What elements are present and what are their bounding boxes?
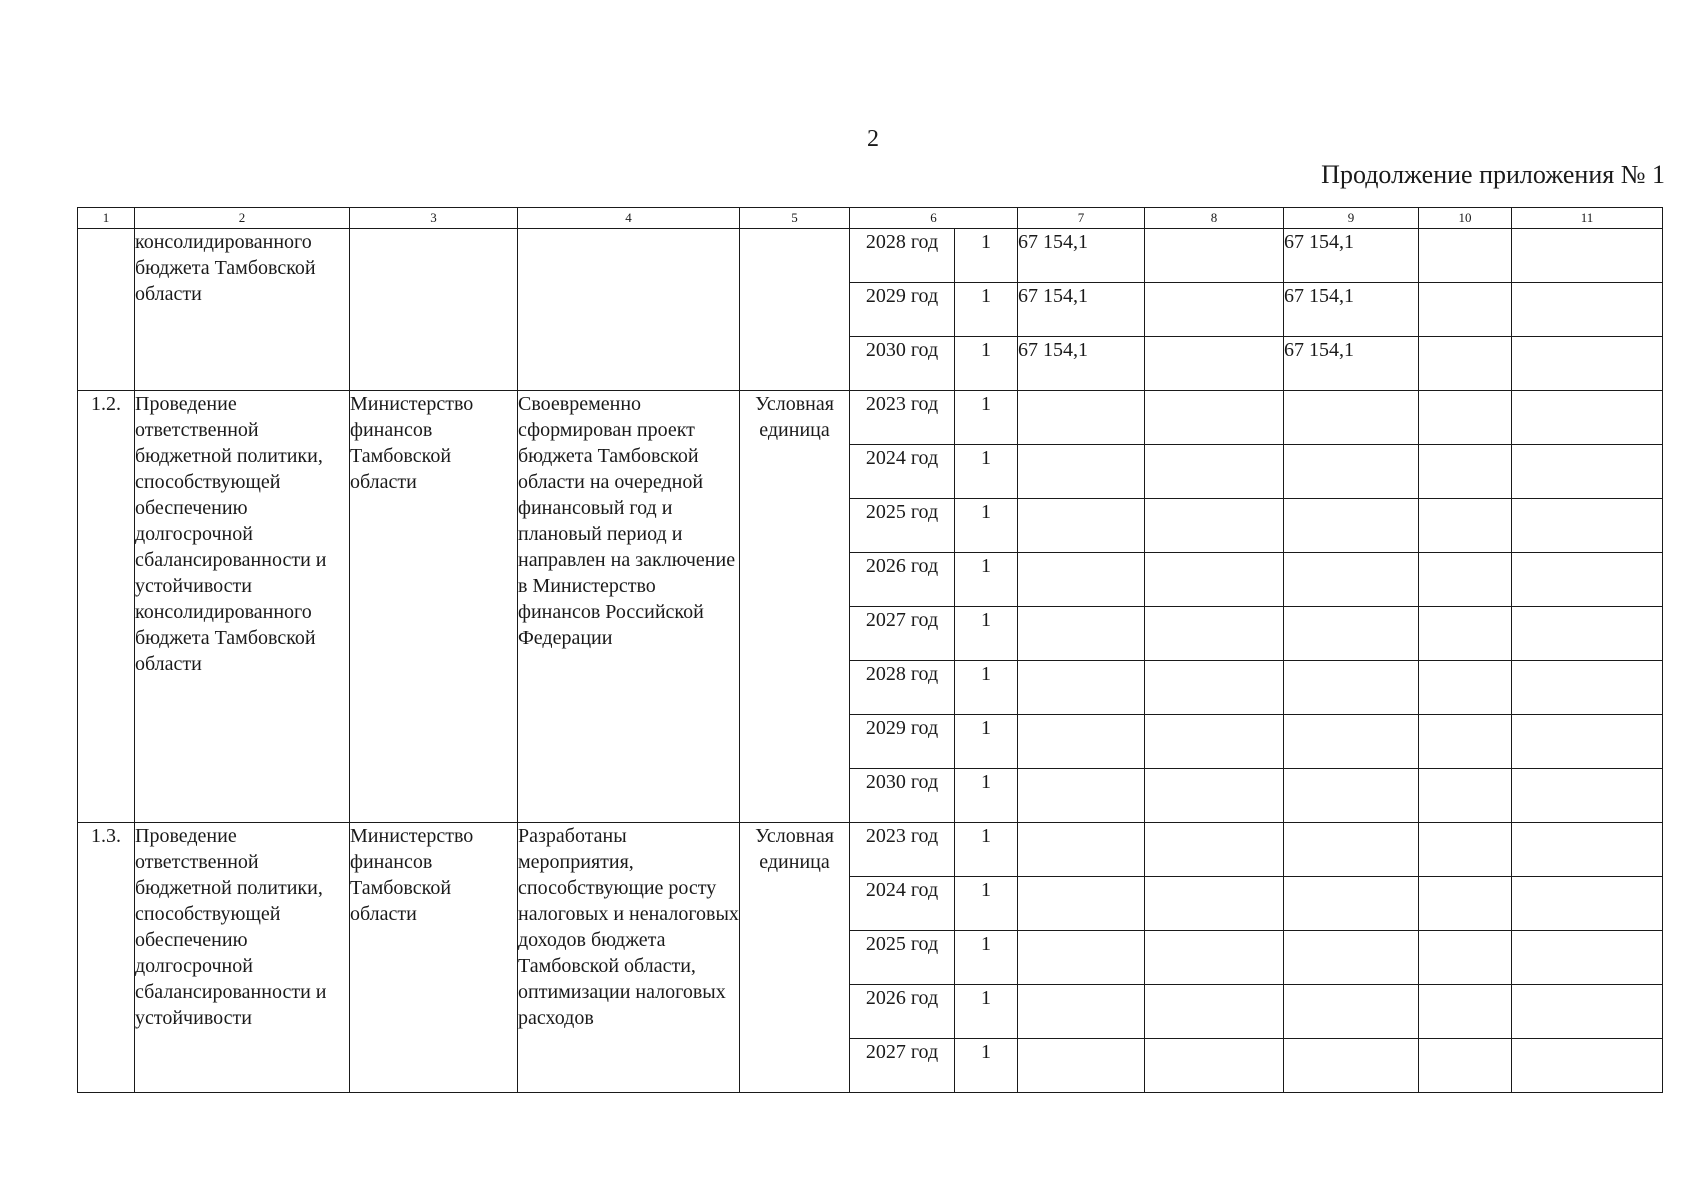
value-col7 (1018, 877, 1145, 931)
value-col7 (1018, 661, 1145, 715)
value-col11 (1512, 283, 1663, 337)
value-col8 (1145, 283, 1284, 337)
value-col11 (1512, 553, 1663, 607)
value-col7 (1018, 931, 1145, 985)
value-col10 (1419, 1039, 1512, 1093)
item-number-cell: 1.3. (78, 823, 135, 1093)
value-col10 (1419, 445, 1512, 499)
value-col9 (1284, 715, 1419, 769)
value-col11 (1512, 877, 1663, 931)
item-number-cell (78, 229, 135, 391)
table-row (78, 391, 1663, 445)
value-col9 (1284, 499, 1419, 553)
value-col9: 67 154,1 (1284, 229, 1419, 283)
value-col7 (1018, 769, 1145, 823)
value-col9: 67 154,1 (1284, 283, 1419, 337)
page-number: 2 (867, 126, 879, 152)
year-cell: 2026 год (850, 985, 955, 1039)
value-col10 (1419, 499, 1512, 553)
value-col7 (1018, 1039, 1145, 1093)
count-cell: 1 (955, 607, 1018, 661)
value-col10 (1419, 553, 1512, 607)
executor-cell: Министерство финансов Тамбовской области (350, 391, 518, 823)
year-cell: 2024 год (850, 877, 955, 931)
value-col8 (1145, 661, 1284, 715)
item-name-cell: Проведение ответственной бюджетной политики, способствующей обеспечению долгосрочной сбалансированности и устойчивости (135, 823, 350, 1093)
appendix-label: Продолжение приложения № 1 (1321, 160, 1665, 189)
count-cell: 1 (955, 823, 1018, 877)
count-cell: 1 (955, 715, 1018, 769)
value-col11 (1512, 607, 1663, 661)
value-col8 (1145, 823, 1284, 877)
header-cell: 6 (850, 208, 1018, 229)
header-cell: 1 (78, 208, 135, 229)
header-cell: 2 (135, 208, 350, 229)
value-col10 (1419, 715, 1512, 769)
header-cell: 10 (1419, 208, 1512, 229)
item-name-cell: консолидированного бюджета Тамбовской области (135, 229, 350, 391)
year-cell: 2028 год (850, 661, 955, 715)
value-col11 (1512, 769, 1663, 823)
value-col11 (1512, 1039, 1663, 1093)
value-col11 (1512, 391, 1663, 445)
year-cell: 2030 год (850, 337, 955, 391)
value-col9 (1284, 985, 1419, 1039)
count-cell: 1 (955, 553, 1018, 607)
value-col9 (1284, 1039, 1419, 1093)
value-col10 (1419, 985, 1512, 1039)
value-col7: 67 154,1 (1018, 229, 1145, 283)
value-col9: 67 154,1 (1284, 337, 1419, 391)
value-col7 (1018, 391, 1145, 445)
value-col11 (1512, 985, 1663, 1039)
value-col7: 67 154,1 (1018, 283, 1145, 337)
value-col10 (1419, 229, 1512, 283)
value-col7 (1018, 499, 1145, 553)
value-col8 (1145, 391, 1284, 445)
value-col11 (1512, 499, 1663, 553)
executor-cell (350, 229, 518, 391)
header-cell: 5 (740, 208, 850, 229)
value-col7 (1018, 715, 1145, 769)
value-col10 (1419, 877, 1512, 931)
table-row (78, 229, 1663, 283)
value-col10 (1419, 769, 1512, 823)
count-cell: 1 (955, 985, 1018, 1039)
value-col11 (1512, 715, 1663, 769)
header-cell: 3 (350, 208, 518, 229)
value-col11 (1512, 337, 1663, 391)
table-row (78, 823, 1663, 877)
year-cell: 2029 год (850, 283, 955, 337)
count-cell: 1 (955, 931, 1018, 985)
value-col8 (1145, 337, 1284, 391)
value-col11 (1512, 445, 1663, 499)
value-col7 (1018, 607, 1145, 661)
value-col8 (1145, 715, 1284, 769)
value-col11 (1512, 931, 1663, 985)
value-col7 (1018, 985, 1145, 1039)
value-col8 (1145, 769, 1284, 823)
count-cell: 1 (955, 499, 1018, 553)
value-col8 (1145, 1039, 1284, 1093)
year-cell: 2027 год (850, 1039, 955, 1093)
year-cell: 2028 год (850, 229, 955, 283)
count-cell: 1 (955, 769, 1018, 823)
year-cell: 2025 год (850, 499, 955, 553)
value-col10 (1419, 337, 1512, 391)
value-col7 (1018, 445, 1145, 499)
executor-cell: Министерство финансов Тамбовской области (350, 823, 518, 1093)
value-col10 (1419, 931, 1512, 985)
count-cell: 1 (955, 445, 1018, 499)
count-cell: 1 (955, 283, 1018, 337)
header-cell: 8 (1145, 208, 1284, 229)
year-cell: 2025 год (850, 931, 955, 985)
value-col9 (1284, 823, 1419, 877)
value-col10 (1419, 607, 1512, 661)
value-col9 (1284, 877, 1419, 931)
value-col8 (1145, 931, 1284, 985)
appendix-table (77, 207, 1663, 1093)
value-col11 (1512, 661, 1663, 715)
value-col8 (1145, 607, 1284, 661)
header-cell: 7 (1018, 208, 1145, 229)
year-cell: 2029 год (850, 715, 955, 769)
year-cell: 2027 год (850, 607, 955, 661)
value-col9 (1284, 553, 1419, 607)
value-col10 (1419, 661, 1512, 715)
count-cell: 1 (955, 391, 1018, 445)
value-col8 (1145, 985, 1284, 1039)
value-col9 (1284, 445, 1419, 499)
value-col10 (1419, 283, 1512, 337)
year-cell: 2030 год (850, 769, 955, 823)
value-col8 (1145, 499, 1284, 553)
unit-cell (740, 229, 850, 391)
value-col9 (1284, 931, 1419, 985)
year-cell: 2026 год (850, 553, 955, 607)
result-cell: Своевременно сформирован проект бюджета Тамбовской области на очередной финансовый год и плановый период и направлен на заключение в Министерство финансов Российской Федерации (518, 391, 740, 823)
count-cell: 1 (955, 1039, 1018, 1093)
value-col9 (1284, 391, 1419, 445)
header-row (78, 208, 1663, 229)
header-cell: 9 (1284, 208, 1419, 229)
result-cell (518, 229, 740, 391)
item-name-cell: Проведение ответственной бюджетной политики, способствующей обеспечению долгосрочной сбалансированности и устойчивости консолидированного бюджета Тамбовской области (135, 391, 350, 823)
value-col8 (1145, 229, 1284, 283)
unit-cell: Условная единица (740, 823, 850, 1093)
value-col9 (1284, 769, 1419, 823)
value-col11 (1512, 229, 1663, 283)
value-col11 (1512, 823, 1663, 877)
value-col7: 67 154,1 (1018, 337, 1145, 391)
unit-cell: Условная единица (740, 391, 850, 823)
value-col8 (1145, 445, 1284, 499)
item-number-cell: 1.2. (78, 391, 135, 823)
count-cell: 1 (955, 337, 1018, 391)
value-col7 (1018, 553, 1145, 607)
year-cell: 2023 год (850, 391, 955, 445)
header-cell: 11 (1512, 208, 1663, 229)
result-cell: Разработаны мероприятия, способствующие росту налоговых и неналоговых доходов бюджета Тамбовской области, оптимизации налоговых расходов (518, 823, 740, 1093)
count-cell: 1 (955, 229, 1018, 283)
year-cell: 2024 год (850, 445, 955, 499)
value-col10 (1419, 391, 1512, 445)
value-col8 (1145, 877, 1284, 931)
header-cell: 4 (518, 208, 740, 229)
value-col9 (1284, 607, 1419, 661)
value-col10 (1419, 823, 1512, 877)
value-col9 (1284, 661, 1419, 715)
count-cell: 1 (955, 661, 1018, 715)
value-col7 (1018, 823, 1145, 877)
count-cell: 1 (955, 877, 1018, 931)
value-col8 (1145, 553, 1284, 607)
year-cell: 2023 год (850, 823, 955, 877)
